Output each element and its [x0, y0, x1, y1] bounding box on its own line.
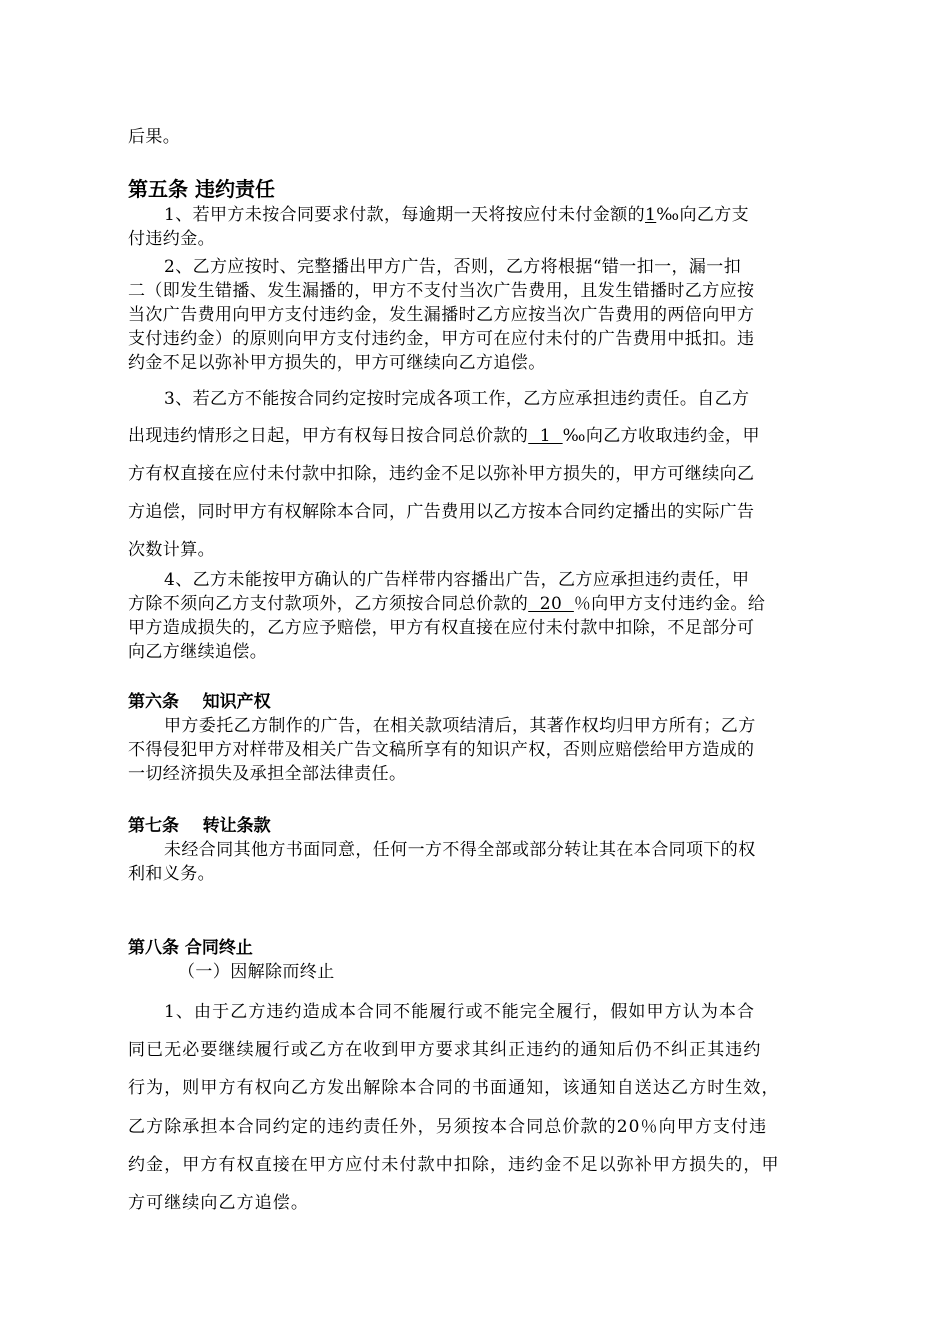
paragraph-line: 利和义务。: [128, 864, 215, 884]
text-run: ‰向乙方支: [656, 205, 750, 225]
paragraph-line: 甲方造成损失的，乙方应予赔偿，甲方有权直接在应付未付款中扣除，不足部分可: [128, 618, 755, 638]
paragraph-line: 当次广告费用向甲方支付违约金，发生漏播时乙方应按当次广告费用的两倍向甲方: [128, 305, 755, 325]
paragraph-line: 二（即发生错播、发生漏播的，甲方不支付当次广告费用，且发生错播时乙方应按: [128, 281, 755, 301]
text-run: 出现违约情形之日起，甲方有权每日按合同总价款的: [128, 426, 529, 446]
paragraph-line: [164, 205, 749, 225]
paragraph-line: [128, 594, 765, 614]
underlined-value: 20: [528, 594, 574, 614]
underlined-value: 1: [528, 426, 563, 446]
paragraph-line: 约金，甲方有权直接在甲方应付未付款中扣除，违约金不足以弥补甲方损失的，甲: [128, 1155, 780, 1175]
paragraph-line: 后果。: [128, 127, 181, 147]
paragraph-line: 同已无必要继续履行或乙方在收到甲方要求其纠正违约的通知后仍不纠正其违约: [128, 1040, 762, 1060]
paragraph-line: 方追偿，同时甲方有权解除本合同，广告费用以乙方按本合同约定播出的实际广告: [128, 502, 755, 522]
article-7-heading: 第七条 转让条款: [128, 816, 271, 836]
paragraph-line: 4、乙方未能按甲方确认的广告样带内容播出广告，乙方应承担违约责任，甲: [164, 570, 750, 590]
text-run: 方除不须向乙方支付款项外，乙方须按合同总价款的: [128, 594, 529, 614]
paragraph-line: 行为，则甲方有权向乙方发出解除本合同的书面通知，该通知自送达乙方时生效，: [128, 1078, 780, 1098]
paragraph-line: 乙方除承担本合同约定的违约责任外，另须按本合同总价款的20％向甲方支付违: [128, 1117, 768, 1137]
paragraph-line: 付违约金。: [128, 229, 215, 249]
paragraph-line: 1、由于乙方违约造成本合同不能履行或不能完全履行，假如甲方认为本合: [164, 1002, 756, 1022]
underlined-value: 1: [645, 205, 657, 225]
paragraph-line: 未经合同其他方书面同意，任何一方不得全部或部分转让其在本合同项下的权: [164, 840, 756, 860]
paragraph-line: 方有权直接在应付未付款中扣除，违约金不足以弥补甲方损失的，甲方可继续向乙: [128, 464, 755, 484]
text-run: 1、若甲方未按合同要求付款，每逾期一天将按应付未付金额的: [164, 205, 646, 225]
paragraph-line: 甲方委托乙方制作的广告，在相关款项结清后，其著作权均归甲方所有；乙方: [164, 716, 756, 736]
paragraph-line: 次数计算。: [128, 540, 215, 560]
paragraph-line: [128, 426, 760, 446]
subsection-title: （一）因解除而终止: [178, 962, 335, 982]
article-5-heading: 第五条 违约责任: [128, 177, 275, 201]
paragraph-line: 2、乙方应按时、完整播出甲方广告，否则，乙方将根据“错一扣一，漏一扣: [164, 257, 742, 277]
article-8-heading: 第八条 合同终止: [128, 938, 253, 958]
paragraph-line: 3、若乙方不能按合同约定按时完成各项工作，乙方应承担违约责任。自乙方: [164, 389, 750, 409]
text-run: ‰向乙方收取违约金，甲: [562, 426, 760, 446]
paragraph-line: 约金不足以弥补甲方损失的，甲方可继续向乙方追偿。: [128, 353, 546, 373]
paragraph-line: 不得侵犯甲方对样带及相关广告文稿所享有的知识产权，否则应赔偿给甲方造成的: [128, 740, 755, 760]
article-6-heading: 第六条 知识产权: [128, 692, 271, 712]
paragraph-line: 支付违约金）的原则向甲方支付违约金，甲方可在应付未付的广告费用中抵扣。违: [128, 329, 755, 349]
paragraph-line: 方可继续向乙方追偿。: [128, 1193, 309, 1213]
paragraph-line: 向乙方继续追偿。: [128, 642, 268, 662]
paragraph-line: 一切经济损失及承担全部法律责任。: [128, 764, 407, 784]
text-run: ％向甲方支付违约金。给: [573, 594, 766, 614]
